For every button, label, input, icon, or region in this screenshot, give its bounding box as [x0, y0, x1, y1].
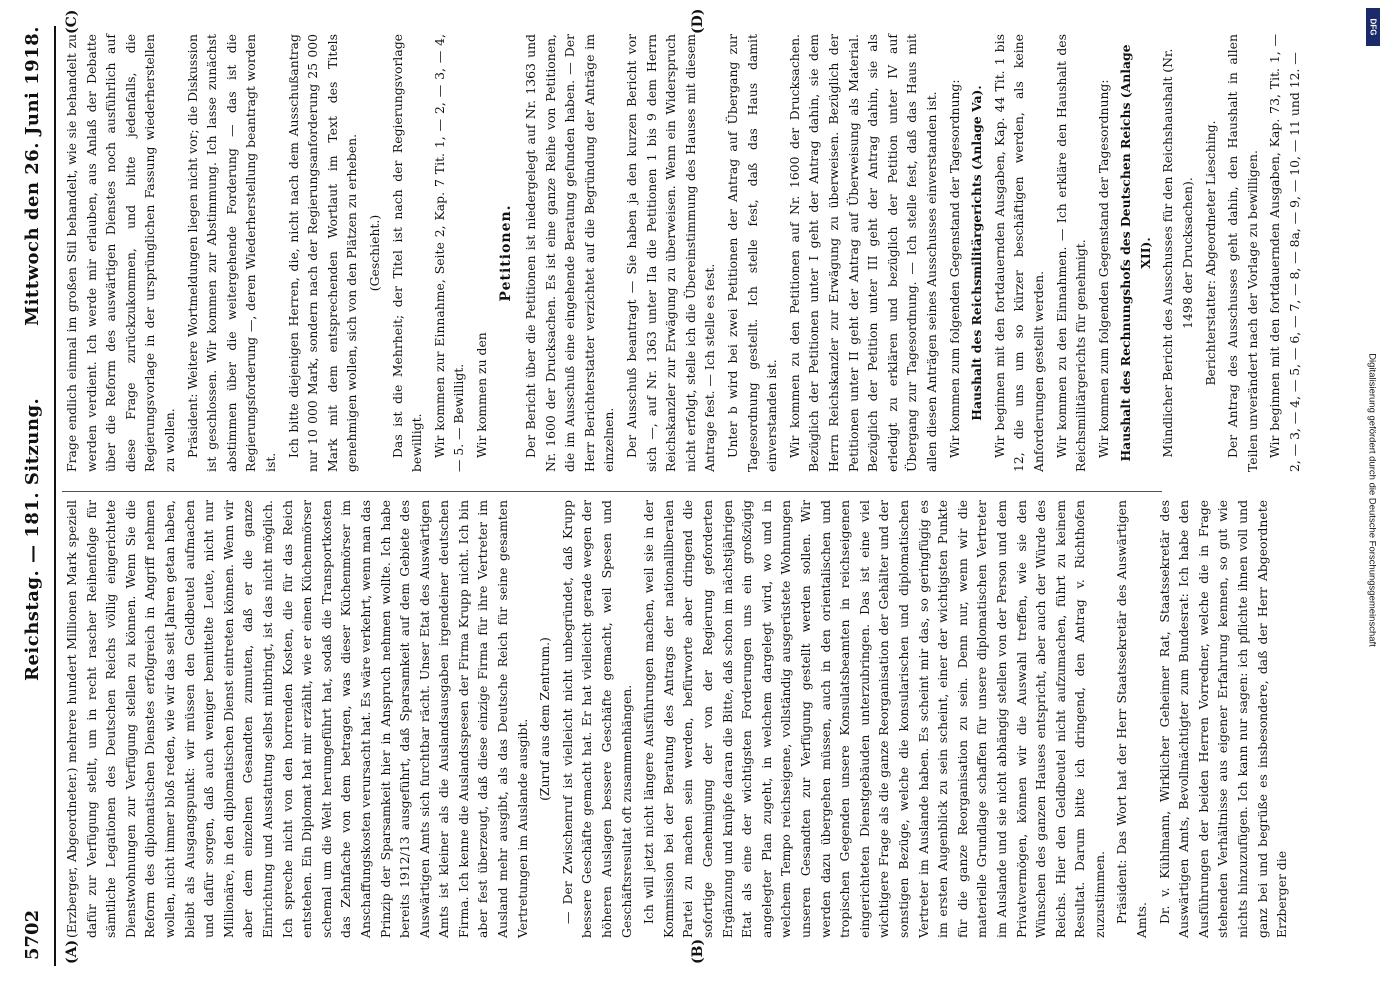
running-title-left: Reichstag. — 181. Sitzung. [22, 397, 43, 681]
dfg-logo: DFG [1366, 8, 1380, 46]
paragraph: Das ist die Mehrheit; der Titel ist nach der Regierungsvorlage bewilligt. [389, 34, 425, 472]
margin-letter-b: (B) [690, 938, 706, 964]
paragraph: Mündlicher Bericht des Ausschusses für den Reichshaushalt (Nr. 1498 der Drucksachen). [1160, 48, 1196, 458]
page-header [14, 26, 56, 966]
column-divider [62, 491, 1162, 492]
paragraph: — Der Zwischenruf ist vielleicht nicht unbegründet, daß Krupp bessere Geschäfte gemacht hat. Er hat vielleicht gerade wegen der höheren Auslagen bessere Geschäfte gemacht, weil Spesen und Geschäftsresultat oft zusammenhängen. [559, 500, 634, 938]
margin-letter-c: (C) [64, 9, 80, 34]
section-heading: Petitionen. [498, 204, 515, 302]
paragraph: Wir beginnen mit den fortdauernden Ausgaben, Kap. 44 Tit. 1 bis 12, die uns um so kürzer beschäftigen werden, als keine Anforderungen gestellt werden. [991, 34, 1046, 472]
paragraph: Präsident: Weitere Wortmeldungen liegen nicht vor; die Diskussion ist geschlossen. Wir kommen zur Abstimmung. Ich lasse zunächst abstimmen über die weitergehende Forderung — das ist die Regierungsforderung —, deren Wiederherstellung beantragt worden ist. [184, 34, 278, 472]
interjection: (Geschieht.) [366, 214, 382, 292]
paragraph: Wir kommen zu den Petitionen auf Nr. 1600 der Drucksachen. Bezüglich der Petitionen unter I geht der Antrag dahin, sie dem Herrn Reichskanzler zur Erwägung zu überweisen. Bezüglich der Petitionen unter II geht der Antrag auf Überweisung als Material. Bezüglich der Petition unter III geht der Antrag dahin, sie als erledigt zu erklären und bezüglich der Petition unter IV auf Übergang zur Tagesordnung. — Ich stelle fest, daß das Haus mit allen diesen Anträgen seines Ausschusses einverstanden ist. [786, 34, 939, 472]
paragraph: Der Ausschuß beantragt — Sie haben ja den kurzen Bericht vor sich —, auf Nr. 1363 unter IIa die Petitionen 1 bis 9 dem Herrn Reichskanzler zur Erwägung zu überweisen. Wenn ein Widerspruch nicht erfolgt, stelle ich die Übereinstimmung des Hauses mit diesem Antrage fest. — Ich stelle es fest. [624, 34, 718, 472]
paragraph: Ich will jetzt nicht längere Ausführungen machen, weil sie in der Kommission bei der Beratung des Antrags der nationalliberalen Partei zu machen sein werden, befürworte aber dringend die sofortige Genehmigung der von der Regierung geforderten Ergänzung und knüpfe daran die Bitte, daß schon im nächstjährigen Etat als eine der wichtigsten Forderungen uns ein großzügig angelegter Plan zugeht, in welchem dargelegt wird, wo und in welchem Tempo reichseigene, vollständig ausgerüstete Wohnungen unseren Gesandten zur Verfügung gestellt werden sollen. Wir werden dazu übergehen müssen, auch in den orientalischen und tropischen Gegenden unsere Konsulatsbeamten in reichseigenen eingerichteten Dienstgebäuden unterzubringen. Das ist eine viel wichtigere Frage als die ganze Reorganisation der Gehälter und der sonstigen Bezüge, welche die konsularischen und diplomatischen Vertreter im Auslande haben. Es scheint mir das, so geringfügig es im ersten Augenblick zu sein scheint, einer der wichtigsten Punkte für die ganze Reorganisation zu sein. Denn nur, wenn wir die materielle Grundlage schaffen für unsere diplomatischen Vertreter im Auslande und sie nicht abhängig stellen von der Person und dem Privatvermögen, können wir die Auswahl treffen, wie sie den Wünschen des ganzen Hauses entspricht, aber auch der Würde des Reichs. Hier den Geldbeutel nicht aufzumachen, führt zu keinem Resultat. Darum bitte ich dringend, den Antrag v. Richthofen zuzustimmen. [641, 500, 1107, 938]
right-column [62, 34, 1303, 472]
interjection: (Zuruf aus dem Zentrum.) [537, 637, 553, 801]
paragraph: Berichterstatter: Abgeordneter Liesching. [1202, 120, 1218, 386]
paragraph: Dr. v. Kühlmann, Wirklicher Geheimer Rat, Staatssekretär des Auswärtigen Amts, Bevollmächtigter zum Bundesrat: Ich habe den Ausführungen der beiden Herren Vorredner, welche die in Frage stehenden Verhältnisse aus eigener Erfahrung kennen, so gut wie nichts hinzuzufügen. Ich kann nur sagen: ich pflichte ihnen voll und ganz bei und begrüße es insbesondere, daß der Herr Abgeordnete Erzberger die [1156, 500, 1290, 938]
paragraph: Ich bitte diejenigen Herren, die, nicht nach dem Ausschußantrag nur 10 000 Mark, sondern nach der Regierungsanforderung 25 000 Mark mit dem entsprechenden Wortlaut im Text des Titels genehmigen wollen, sich von den Plätzen zu erheben. [285, 34, 360, 472]
section-heading: Haushalt des Rechnungshofs des Deutschen Reichs (Anlage XII). [1118, 44, 1153, 462]
paragraph: Frage endlich einmal im großen Stil behandelt, wie sie behandelt zu werden verdient. Ich werde mir erlauben, aus Anlaß der Debatte über die Reform des auswärtigen Dienstes noch ausführlich auf diese Frage zurückzukommen, und bitte jedenfalls, die Regierungsvorlage in der ursprünglichen Fassung wiederherstellen zu wollen. [64, 34, 177, 472]
paragraph: Wir beginnen mit den fortdauernden Ausgaben, Kap. 73, Tit. 1, — 2, — 3, — 4, — 5, — 6, — 7, — 8, — 8a, — 9, — 10, — 11 und 12. — [1267, 34, 1303, 472]
paragraph: Wir kommen zur Einnahme, Seite 2, Kap. 7 Tit. 1, — 2, — 3, — 4, — 5. — Bewilligt. [431, 34, 467, 472]
paragraph: Wir kommen zum folgenden Gegenstand der Tagesordnung: [946, 79, 962, 458]
running-title-right: Mittwoch den 26. Juni 1918. [22, 26, 43, 326]
margin-letter-d: (D) [690, 8, 706, 34]
left-column [62, 500, 1290, 938]
paragraph: Präsident: Das Wort hat der Herr Staatssekretär des Auswärtigen Amts. [1114, 500, 1150, 938]
digitization-credit: Digitalisierung gefördert durch die Deutsche Forschungsgemeinschaft [1366, 353, 1378, 647]
paragraph: Wir kommen zum folgenden Gegenstand der Tagesordnung: [1095, 79, 1111, 458]
paragraph: Wir kommen zu den Einnahmen. — Ich erkläre den Haushalt des Reichsmilitärgerichts für genehmigt. [1053, 34, 1089, 472]
paragraph: Der Bericht über die Petitionen ist niedergelegt auf Nr. 1363 und Nr. 1600 der Drucksachen. Es ist eine ganze Reihe von Petitionen, die im Ausschuß eine eingehende Beratung gefunden haben. — Der Herr Berichterstatter verzichtet auf die Begründung der Anträge im einzelnen. [523, 34, 617, 472]
page-number: 5702 [22, 909, 43, 960]
paragraph: Der Antrag des Ausschusses geht dahin, den Haushalt in allen Teilen unverändert nach der Vorlage zu bewilligen. [1225, 34, 1260, 472]
paragraph: (Erzberger, Abgeordneter.) mehrere hundert Millionen Mark speziell dafür zur Verfügung stellt, um in recht rascher Reihenfolge für sämtliche Legationen des Deutschen Reichs völlig eingerichtete Dienstwohnungen zur Verfügung stellen zu können. Wenn Sie die Reform des diplomatischen Dienstes erfolgreich in Angriff nehmen wollen, nicht immer bloß reden, wie wir das seit Jahren getan haben, bleibt als Ausgangspunkt: wir müssen den Geldbeutel aufmachen und dafür sorgen, daß auch weniger bemittelte Leute, nicht nur Millionäre, in den diplomatischen Dienst eintreten können. Wenn wir aber dem einzelnen Gesandten zumuten, daß er die ganze Einrichtung und Ausstattung selbst mitbringt, ist das nicht möglich. Ich spreche nicht von den horrenden Kosten, die für das Reich entstehen. Ein Diplomat hat mir erzählt, wie er einen Küchenmörser schemal um die Welt herumgeführt hat, sodaß die Transportkosten das Zehnfache von dem betragen, was dieser Küchenmörser im Anschaffungskosten verursacht hat. Es wäre verkehrt, wenn man das Prinzip der Sparsamkeit hier in Anspruch nehmen wollte. Ich habe bereits 1912/13 ausgeführt, daß Sparsamkeit auf dem Gebiete des Auswärtigen Amts sich furchtbar rächt. Unser Etat des Auswärtigen Amts ist kleiner als die Auslandsausgaben irgendeiner deutschen Firma. Ich kenne die Auslandsspesen der Firma Krupp nicht. Ich bin aber fest überzeugt, daß diese einzige Firma für ihre Vertreter im Ausland mehr ausgibt, als das Deutsche Reich für seine gesamten Vertretungen im Auslande ausgibt. [64, 500, 530, 938]
paragraph: Wir kommen zu den [473, 332, 489, 458]
paragraph: Unter b wird bei zwei Petitionen der Antrag auf Übergang zur Tagesordnung gestellt. Ich stelle fest, daß das Haus damit einverstanden ist. [725, 34, 780, 472]
section-heading: Haushalt des Reichsmilitärgerichts (Anlage Va). [969, 85, 985, 421]
margin-letter-a: (A) [64, 939, 80, 964]
